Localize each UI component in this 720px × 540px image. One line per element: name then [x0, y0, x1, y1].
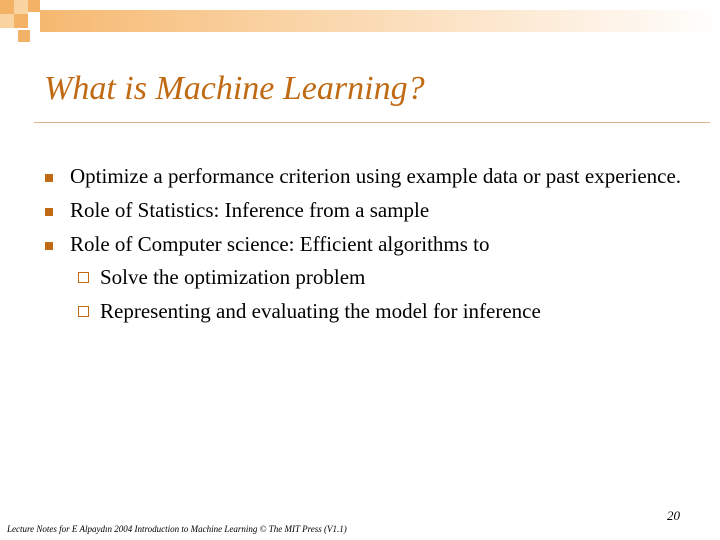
square-bullet-icon: [45, 242, 53, 250]
deco-square: [18, 30, 30, 42]
bullet-item: [40, 196, 690, 224]
sub-bullet-text: Solve the optimization problem: [100, 265, 366, 289]
square-bullet-icon: [45, 208, 53, 216]
square-bullet-icon: [45, 174, 53, 182]
bullet-item: [40, 230, 690, 325]
sub-bullet-list: [70, 263, 690, 325]
checkbox-square-icon: [78, 306, 89, 317]
slide-title: What is Machine Learning?: [44, 70, 425, 107]
deco-square: [14, 14, 28, 28]
bullet-list: [40, 162, 690, 331]
bullet-text: Optimize a performance criterion using example data or past experience.: [70, 164, 682, 188]
sub-bullet-item: [70, 263, 690, 291]
sub-bullet-text: Representing and evaluating the model for inference: [100, 299, 541, 323]
checkbox-square-icon: [78, 272, 89, 283]
sub-bullet-item: [70, 297, 690, 325]
deco-square: [0, 0, 14, 14]
bullet-item: [40, 162, 690, 190]
deco-square: [28, 0, 40, 12]
header-gradient-bar: [40, 10, 720, 32]
deco-square: [14, 0, 28, 14]
bullet-text: Role of Computer science: Efficient algorithms to: [70, 232, 490, 256]
bullet-text: Role of Statistics: Inference from a sample: [70, 198, 430, 222]
title-divider: [34, 122, 710, 123]
footer-citation: Lecture Notes for E Alpaydın 2004 Introduction to Machine Learning © The MIT Press (V1.1): [7, 524, 347, 534]
page-number: 20: [667, 508, 680, 523]
deco-square: [0, 14, 14, 28]
